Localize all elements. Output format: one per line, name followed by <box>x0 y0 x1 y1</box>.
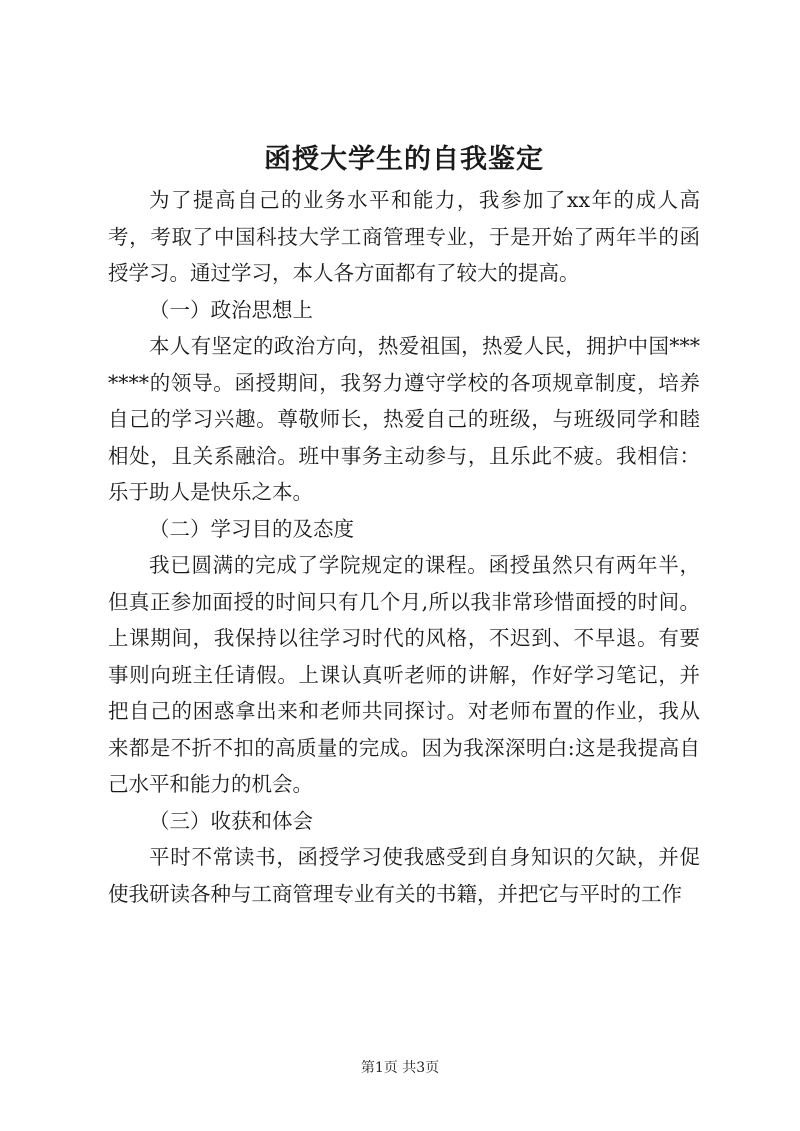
section-heading-politics: （一）政治思想上 <box>149 297 313 322</box>
paragraph-study-attitude: 我已圆满的完成了学院规定的课程。函授虽然只有两年半，但真正参加面授的时间只有几个月,所以我非常珍惜面授的时间。上课期间，我保持以往学习时代的风格，不迟到、不早退。有要事则向班主任请假。上课认真听老师的讲解，作好学习笔记，并把自己的困惑拿出来和老师共同探讨。对老师布置的作业，我从来都是不折不扣的高质量的完成。因为我深深明白:这是我提高自己水平和能力的机会。 <box>108 553 700 796</box>
page-number-footer: 第1页 共3页 <box>360 1060 440 1076</box>
paragraph-gains: 平时不常读书，函授学习使我感受到自身知识的欠缺，并促使我研读各种与工商管理专业有关的书籍，并把它与平时的工作 <box>108 845 700 906</box>
section-heading-study-attitude: （二）学习目的及态度 <box>149 516 354 541</box>
document-page <box>108 138 700 912</box>
paragraph-politics: 本人有坚定的政治方向，热爱祖国，热爱人民，拥护中国*******的领导。函授期间，我努力遵守学校的各项规章制度，培养自己的学习兴趣。尊敬师长，热爱自己的班级，与班级同学和睦相处，且关系融洽。班中事务主动参与，且乐此不疲。我相信：乐于助人是快乐之本。 <box>108 334 700 504</box>
document-title: 函授大学生的自我鉴定 <box>264 144 544 175</box>
paragraph-intro: 为了提高自己的业务水平和能力，我参加了xx年的成人高考，考取了中国科技大学工商管理专业，于是开始了两年半的函授学习。通过学习，本人各方面都有了较大的提高。 <box>108 188 700 285</box>
section-heading-gains: （三）收获和体会 <box>149 808 313 833</box>
